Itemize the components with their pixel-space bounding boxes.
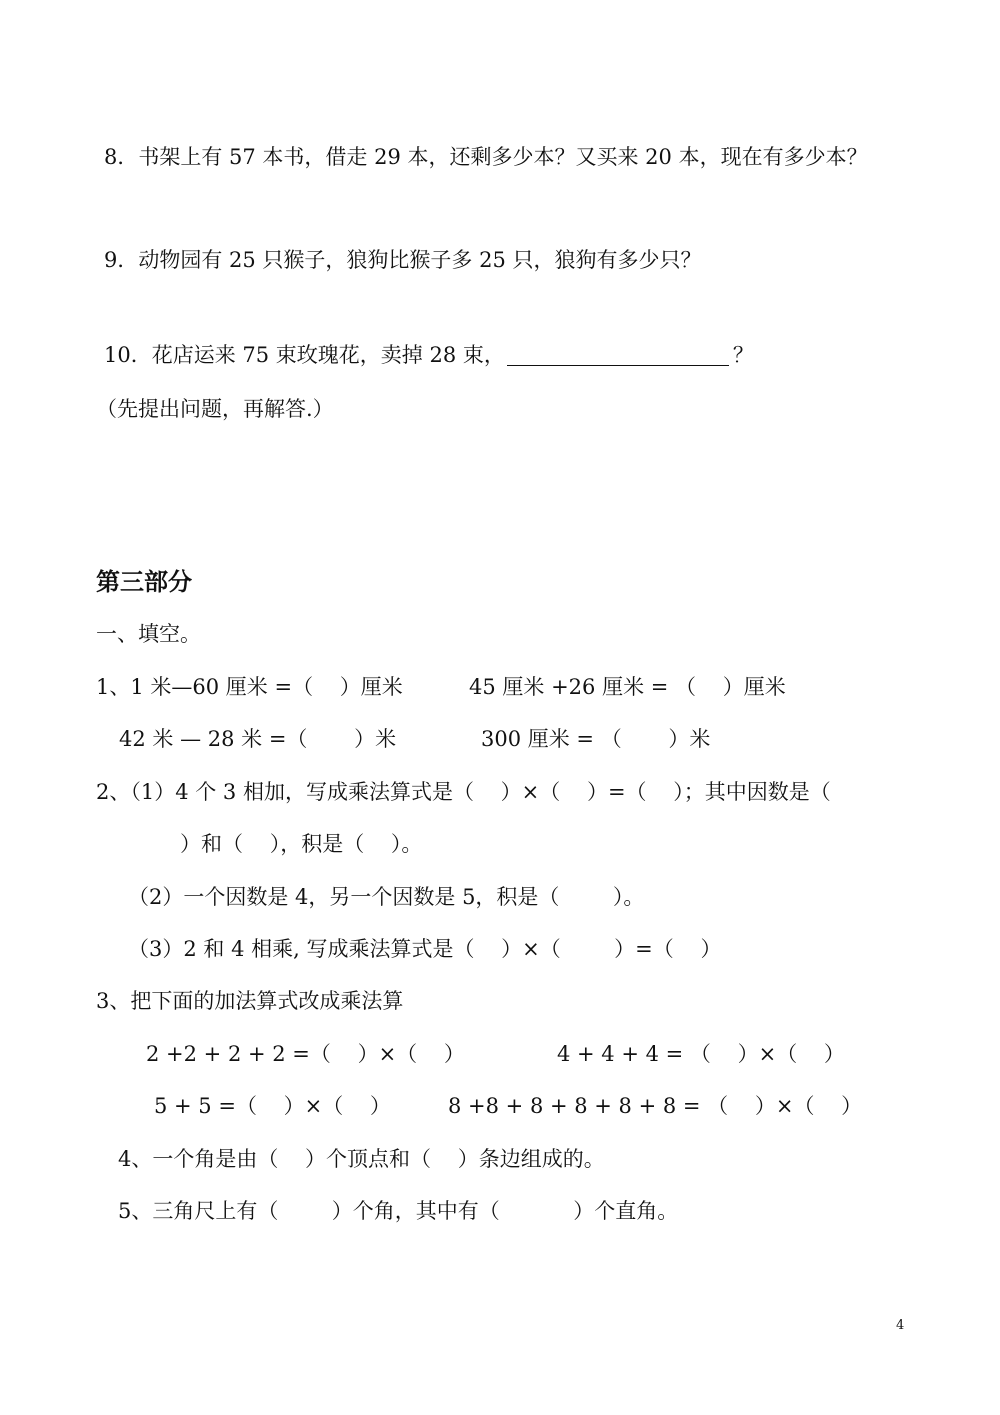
- item-1-expr-d: 300 厘米 = （ ）米: [481, 727, 711, 751]
- item-2-sub-3: （3）2 和 4 相乘, 写成乘法算式是（ ）×（ ）=（ ）: [128, 937, 722, 961]
- answer-blank: [507, 343, 729, 366]
- item-2-line-1: 2、（1）4 个 3 相加，写成乘法算式是（ ）×（ ）=（ ）；其中因数是（: [96, 780, 831, 804]
- section-title: 第三部分: [96, 568, 192, 596]
- item-5: 5、三角尺上有（ ）个角，其中有（ ）个直角。: [118, 1199, 679, 1223]
- problem-8: 8．书架上有 57 本书，借走 29 本，还剩多少本？又买来 20 本，现在有多少本？: [104, 145, 868, 169]
- item-3: 3、把下面的加法算式改成乘法算: [96, 989, 404, 1013]
- item-1-expr-a: 1、1 米—60 厘米 =（ ）厘米: [96, 675, 403, 699]
- item-3-equation-1: 2 +2 + 2 + 2 =（ ）×（ ）: [146, 1042, 465, 1066]
- item-1-expr-c: 42 米 — 28 米 =（ ）米: [119, 727, 397, 751]
- item-2-sub-2: （2）一个因数是 4，另一个因数是 5，积是（ ）。: [128, 885, 645, 909]
- page-number: 4: [896, 1318, 905, 1333]
- problem-9: 9．动物园有 25 只猴子，狼狗比猴子多 25 只，狼狗有多少只？: [104, 248, 702, 272]
- problem-10-question-mark: ？: [732, 343, 754, 367]
- item-3-equation-2: 4 + 4 + 4 = （ ）×（ ）: [557, 1042, 845, 1066]
- item-4: 4、一个角是由（ ）个顶点和（ ）条边组成的。: [118, 1147, 605, 1171]
- section-fill-in: 一、填空。: [96, 622, 201, 646]
- problem-10-text: 10．花店运来 75 束玫瑰花，卖掉 28 束，: [104, 343, 505, 367]
- item-2-line-2: ）和（ ），积是（ ）。: [180, 832, 423, 856]
- item-3-equation-4: 8 +8 + 8 + 8 + 8 + 8 = （ ）×（ ）: [448, 1094, 863, 1118]
- item-3-equation-3: 5 + 5 =（ ）×（ ）: [154, 1094, 391, 1118]
- item-1-expr-b: 45 厘米 +26 厘米 = （ ）厘米: [469, 675, 786, 699]
- problem-10-note: （先提出问题，再解答.）: [96, 397, 334, 421]
- problem-10: [104, 341, 754, 369]
